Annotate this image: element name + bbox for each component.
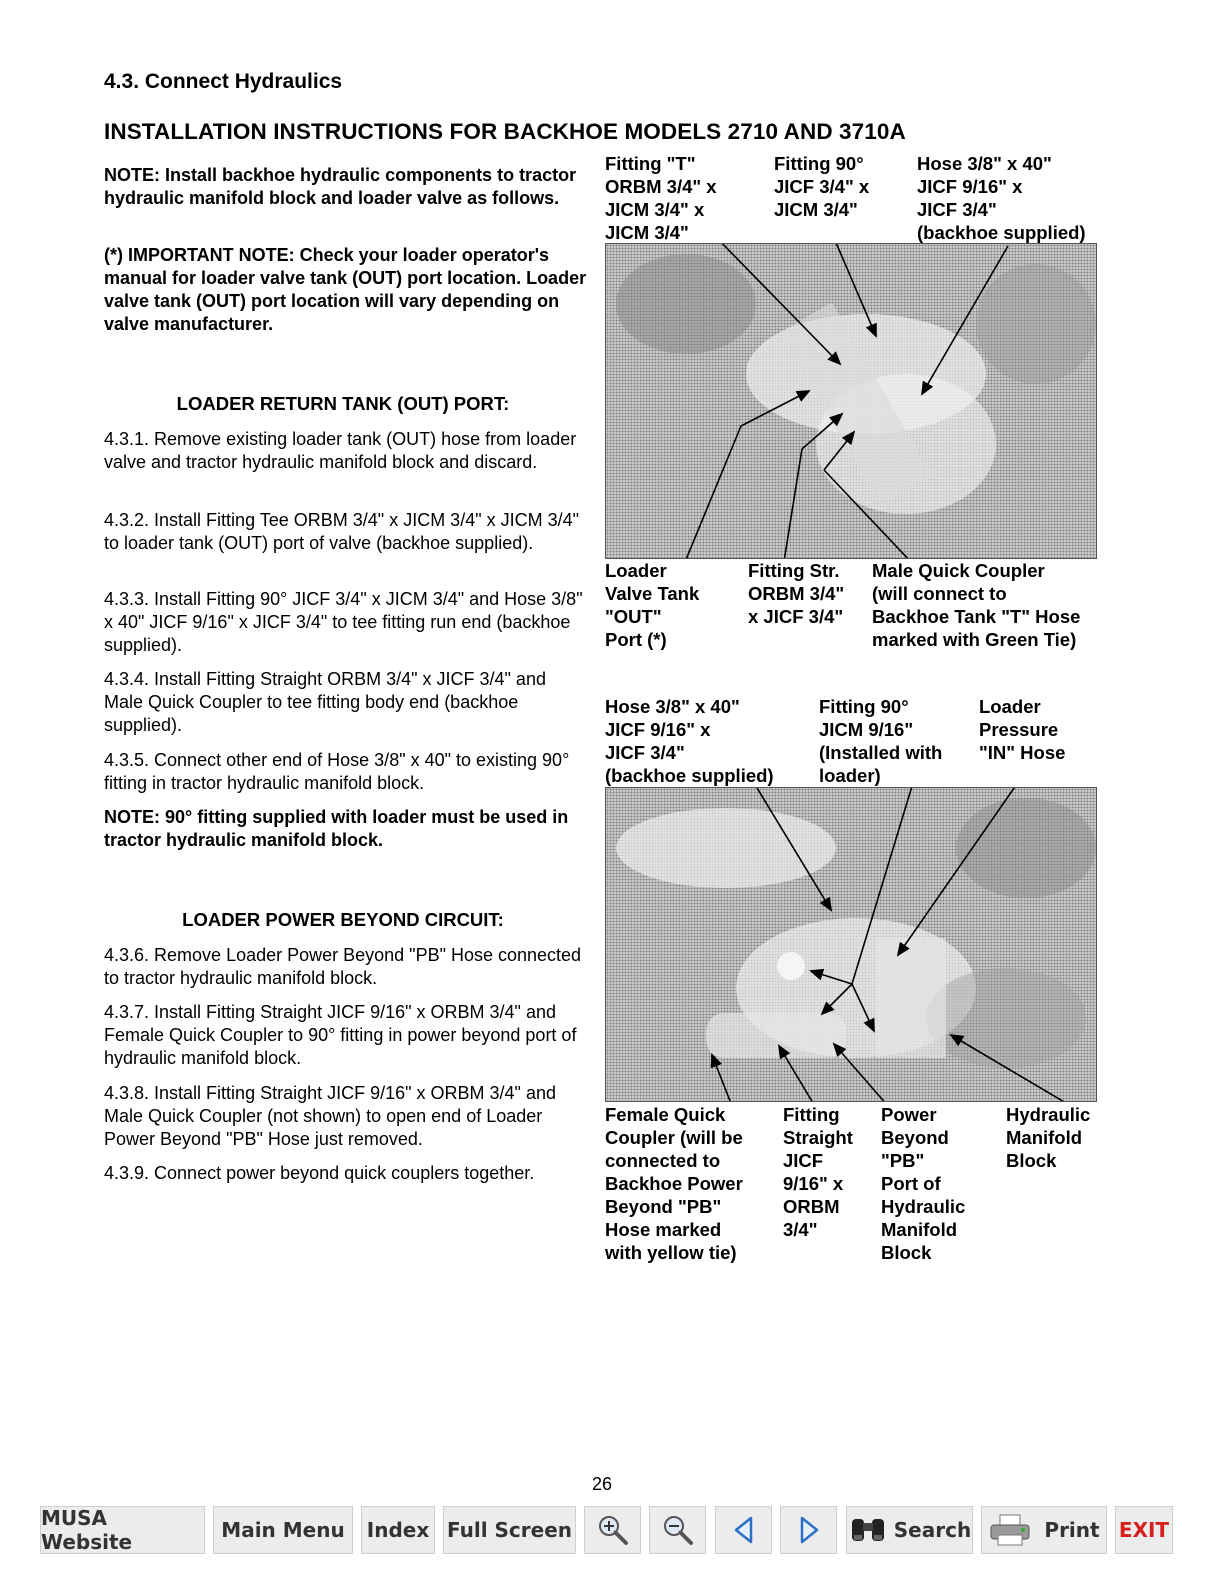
full-screen-label: Full Screen [446,1518,573,1542]
page-number: 26 [591,1474,613,1494]
arrow-right-icon [796,1515,822,1545]
label-fitting-straight-jicf: Fitting Straight JICF 9/16" x ORBM 3/4" [783,1104,853,1240]
label-male-quick-coupler: Male Quick Coupler (will connect to Backhoe Tank "T" Hose marked with Green Tie) [872,560,1081,650]
step-4-3-1: 4.3.1. Remove existing loader tank (OUT) hose from loader valve and tractor hydraulic manifold block and discard. [104,429,577,472]
heading-power-beyond: LOADER POWER BEYOND CIRCUIT: [182,909,504,930]
step-4-3-7: 4.3.7. Install Fitting Straight JICF 9/16" x ORBM 3/4" and Female Quick Coupler to 90° fitting in power beyond port of hydraulic manifold block. [104,1002,577,1068]
next-page-button[interactable] [780,1506,837,1554]
heading-loader-return: LOADER RETURN TANK (OUT) PORT: [176,393,510,414]
label-power-beyond-port: Power Beyond "PB" Port of Hydraulic Manifold Block [881,1104,966,1263]
label-hose-backhoe: Hose 3/8" x 40" JICF 9/16" x JICF 3/4" (backhoe supplied) [917,153,1086,243]
main-menu-label: Main Menu [221,1518,345,1542]
print-button[interactable] [981,1506,1107,1554]
note-90-fitting: NOTE: 90° fitting supplied with loader must be used in tractor hydraulic manifold block. [104,807,569,850]
step-4-3-8: 4.3.8. Install Fitting Straight JICF 9/16" x ORBM 3/4" and Male Quick Coupler (not shown) to open end of Loader Power Beyond "PB" Hose just removed. [104,1083,556,1149]
page-title: INSTALLATION INSTRUCTIONS FOR BACKHOE MODELS 2710 AND 3710A [104,119,906,144]
step-4-3-2: 4.3.2. Install Fitting Tee ORBM 3/4" x JICM 3/4" x JICM 3/4" to loader tank (OUT) port of valve (backhoe supplied). [104,510,580,553]
musa-website-button[interactable] [40,1506,205,1554]
musa-website-label: MUSA Website [41,1506,133,1554]
label-fitting-str: Fitting Str. ORBM 3/4" x JICF 3/4" [748,560,845,627]
step-4-3-9: 4.3.9. Connect power beyond quick couplers together. [104,1163,535,1183]
step-4-3-3: 4.3.3. Install Fitting 90° JICF 3/4" x JICM 3/4" and Hose 3/8" x 40" JICF 9/16" x JICF 3/4" to tee fitting run end (backhoe supplied). [104,589,583,655]
arrow-left-icon [731,1515,757,1545]
label-female-quick-coupler: Female Quick Coupler (will be connected to Backhoe Power Beyond "PB" Hose marked with yellow tie) [605,1104,743,1263]
index-label: Index [366,1518,430,1542]
exit-button[interactable] [1115,1506,1173,1554]
previous-page-button[interactable] [715,1506,772,1554]
zoom-out-button[interactable] [649,1506,706,1554]
label-hydraulic-manifold: Hydraulic Manifold Block [1006,1104,1091,1171]
search-button[interactable] [846,1506,973,1554]
index-button[interactable] [361,1506,435,1554]
label-hose-backhoe-2: Hose 3/8" x 40" JICF 9/16" x JICF 3/4" (backhoe supplied) [605,696,774,786]
note-install: NOTE: Install backhoe hydraulic components to tractor hydraulic manifold block and loader valve as follows. [104,165,577,208]
photo-loader-valve [605,243,1097,559]
label-fitting-tee: Fitting "T" ORBM 3/4" x JICM 3/4" x JICM 3/4" [605,153,717,243]
step-4-3-5: 4.3.5. Connect other end of Hose 3/8" x 40" to existing 90° fitting in tractor hydraulic manifold block. [104,750,570,793]
binoculars-icon [848,1515,888,1545]
photo-manifold-block-art [606,788,1096,1101]
label-fitting-90-jicm: Fitting 90° JICM 9/16" (Installed with loader) [819,696,943,786]
print-label: Print [1044,1518,1100,1542]
step-4-3-4: 4.3.4. Install Fitting Straight ORBM 3/4" x JICF 3/4" and Male Quick Coupler to tee fitting body end (backhoe supplied). [104,669,546,735]
full-screen-button[interactable] [443,1506,576,1554]
printer-icon [988,1513,1034,1547]
zoom-in-icon [596,1513,630,1547]
label-loader-pressure-hose: Loader Pressure "IN" Hose [979,696,1066,763]
zoom-out-icon [661,1513,695,1547]
main-menu-button[interactable] [213,1506,353,1554]
section-title: 4.3. Connect Hydraulics [104,70,343,93]
exit-label: EXIT [1118,1518,1170,1542]
step-4-3-6: 4.3.6. Remove Loader Power Beyond "PB" Hose connected to tractor hydraulic manifold block. [104,945,582,988]
photo-loader-valve-art [606,244,1096,558]
photo-manifold-block [605,787,1097,1102]
search-label: Search [893,1518,972,1542]
label-loader-valve-tank: Loader Valve Tank "OUT" Port (*) [605,560,700,650]
zoom-in-button[interactable] [584,1506,641,1554]
label-fitting-90: Fitting 90° JICF 3/4" x JICM 3/4" [774,153,870,220]
note-important: (*) IMPORTANT NOTE: Check your loader operator's manual for loader valve tank (OUT) port location. Loader valve tank (OUT) port location will vary depending on valve manufacturer. [104,245,587,334]
